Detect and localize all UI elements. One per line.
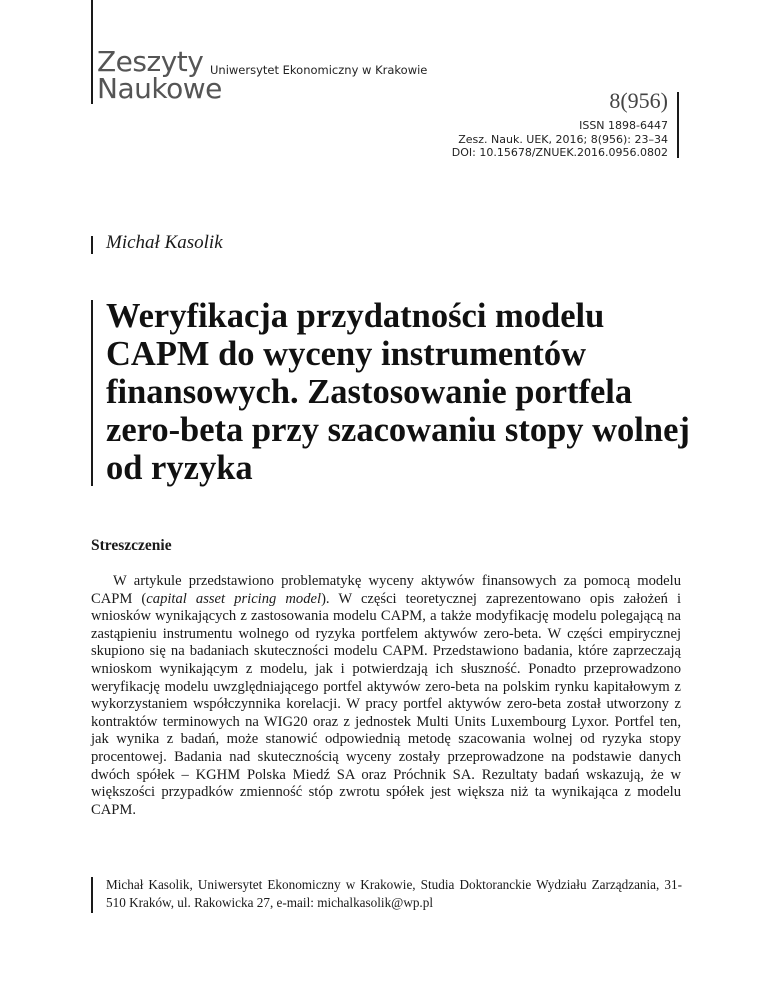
doi: DOI: 10.15678/ZNUEK.2016.0956.0802	[451, 146, 668, 159]
article-title: Weryfikacja przydatności modelu CAPM do wyceny instrumentów finansowych. Zastosowanie portfela zero-beta przy szacowaniu stopy wolnej od ryzyka	[106, 297, 690, 487]
abstract-heading: Streszczenie	[91, 537, 172, 554]
abstract-text-2: ). W części teoretycznej zaprezentowano opis założeń i wniosków wynikających z zastosowania modelu CAPM, a także modyfikację modelu polegającą na zastąpieniu instrumentu wolnego od ryzyka portfelem aktywów zero-beta. W części empirycznej skupiono się na badaniach skuteczności modelu CAPM. Przedstawiono badania, które zaprzeczają wnioskom wynikającym z modelu, jak i potwierdzają ich słuszność. Ponadto przeprowadzono weryfikację modelu uwzględniającego portfel aktywów zero-beta na polskim rynku kapitałowym z wykorzystaniem współczynnika korelacji. W pracy portfel aktywów zero-beta został utworzony z kontraktów terminowych na WIG20 oraz z jednostek Multi Units Luxembourg Lyxor. Portfel ten, jak wynika z badań, może stanowić odpowiednią metodę szacowania wolnej od ryzyka stopy procentowej. Badania nad skutecznością wyceny zostały przeprowadzone na podstawie danych dwóch spółek – KGHM Polska Miedź SA oraz Próchnik SA. Rezultaty badań wskazują, że w większości przypadków zmienność stóp zwrotu spółek jest większa niż ta wynikająca z modelu CAPM.	[91, 590, 681, 818]
university-name: Uniwersytet Ekonomiczny w Krakowie	[210, 63, 428, 77]
abstract-italic-term: capital asset pricing model	[146, 590, 322, 607]
author-name: Michał Kasolik	[106, 232, 223, 253]
header-rule	[91, 0, 93, 104]
citation: Zesz. Nauk. UEK, 2016; 8(956): 23–34	[458, 132, 668, 146]
author-footnote: Michał Kasolik, Uniwersytet Ekonomiczny w Krakowie, Studia Doktoranckie Wydziału Zarządzania, 31-510 Kraków, ul. Rakowicka 27, e-mail: michalkasolik@wp.pl	[106, 877, 682, 910]
logo-line-2: Naukowe	[97, 72, 222, 105]
footnote-rule	[91, 877, 93, 913]
issue-rule	[677, 92, 679, 158]
journal-logo	[97, 45, 428, 105]
issue-number: 8(956)	[609, 88, 668, 113]
title-rule	[91, 300, 93, 486]
abstract-body	[91, 573, 681, 819]
author-rule	[91, 236, 93, 254]
journal-metadata	[452, 119, 668, 160]
abstract-text-1: W artykule przedstawiono problematykę wyceny aktywów finansowych za pomocą modelu CAPM (	[91, 573, 681, 607]
logo-line-1: Zeszyty	[97, 45, 204, 78]
issn: ISSN 1898-6447	[579, 119, 668, 132]
